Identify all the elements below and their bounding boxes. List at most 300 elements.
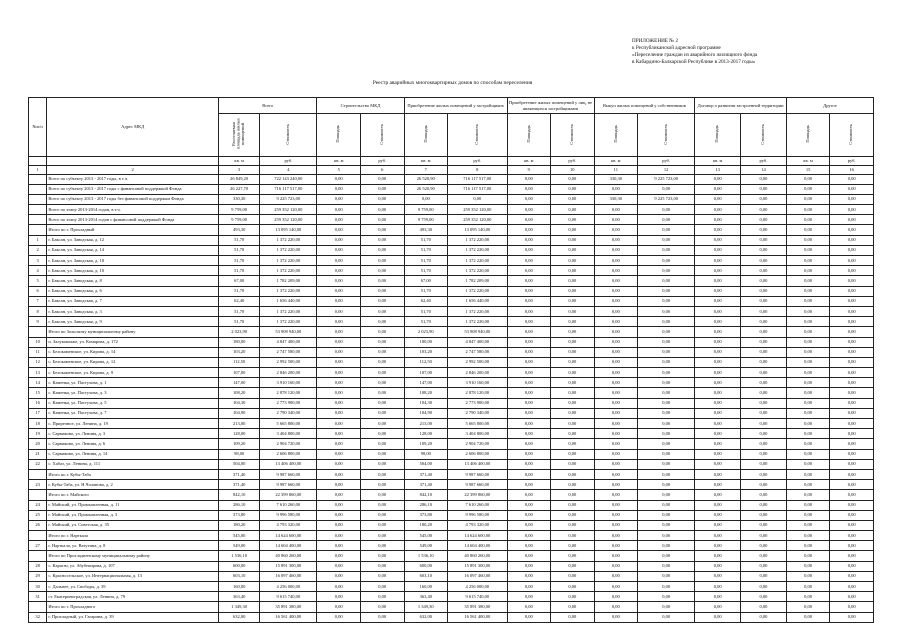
value-cell: 67,00: [404, 276, 448, 286]
row-number-cell: 21: [29, 449, 47, 459]
row-number-cell: 27: [29, 541, 47, 551]
value-cell: 0,00: [507, 602, 551, 612]
table-row: [29, 235, 874, 245]
value-cell: 0,00: [360, 469, 404, 479]
value-cell: 0,00: [786, 266, 830, 276]
column-numbers-row: [29, 165, 874, 174]
value-cell: 2 023,90: [404, 327, 448, 337]
column-number-cell: 1: [29, 165, 47, 174]
value-cell: 504,00: [219, 459, 260, 469]
value-cell: 0,00: [786, 347, 830, 357]
table-row: [29, 327, 874, 337]
value-cell: 160,00: [404, 582, 448, 592]
value-cell: 0,00: [317, 184, 361, 194]
value-cell: 53 908 940,00: [260, 327, 317, 337]
value-cell: 0,00: [786, 235, 830, 245]
value-cell: 0,00: [594, 286, 638, 296]
value-cell: 14 624 600,00: [260, 531, 317, 541]
value-cell: 0,00: [741, 429, 787, 439]
value-cell: 2 992 500,00: [448, 357, 508, 367]
value-cell: 0,00: [551, 337, 595, 347]
value-cell: 0,00: [594, 215, 638, 225]
address-cell: Всего по этапу 2013-2014 годов с финансовой поддержкой Фонда: [47, 215, 219, 225]
value-cell: 0,00: [551, 541, 595, 551]
subheader-cost: Стоимость: [448, 114, 508, 157]
value-cell: 0,00: [360, 245, 404, 255]
value-cell: 4 793 320,00: [260, 520, 317, 530]
table-row: [29, 510, 874, 520]
row-number-cell: 6: [29, 286, 47, 296]
value-cell: 842,10: [219, 490, 260, 500]
value-cell: 0,00: [695, 327, 741, 337]
value-cell: 98,00: [219, 449, 260, 459]
value-cell: 0,00: [507, 245, 551, 255]
value-cell: 722 143 240,00: [260, 174, 317, 184]
value-cell: 0,00: [830, 378, 874, 388]
value-cell: 0,00: [360, 357, 404, 367]
address-cell: с. Приречное, ул. Ленина, д. 19: [47, 419, 219, 429]
value-cell: 0,00: [317, 510, 361, 520]
value-cell: 0,00: [594, 398, 638, 408]
value-cell: 0,00: [786, 398, 830, 408]
value-cell: 0,00: [830, 184, 874, 194]
value-cell: 0,00: [786, 500, 830, 510]
value-cell: 4 847 400,00: [260, 337, 317, 347]
value-cell: 0,00: [786, 449, 830, 459]
value-cell: 22 399 860,00: [260, 490, 317, 500]
value-cell: 0,00: [638, 439, 695, 449]
address-cell: г. Прохладный, ул. Гагарина, д. 39: [47, 612, 219, 622]
value-cell: 0,00: [695, 419, 741, 429]
value-cell: 493,30: [404, 225, 448, 235]
value-cell: 0,00: [741, 337, 787, 347]
address-cell: ст. Екатериноградская, ул. Ленина, д. 79: [47, 592, 219, 602]
value-cell: 0,00: [594, 357, 638, 367]
subheader-cost: Стоимость: [551, 114, 595, 157]
value-cell: 0,00: [830, 541, 874, 551]
value-cell: 0,00: [507, 490, 551, 500]
value-cell: 0,00: [695, 459, 741, 469]
value-cell: 9 225 723,00: [260, 194, 317, 204]
value-cell: 0,00: [830, 306, 874, 316]
value-cell: 0,00: [695, 215, 741, 225]
value-cell: 0,00: [830, 368, 874, 378]
value-cell: 0,00: [317, 541, 361, 551]
value-cell: 35 891 380,00: [448, 602, 508, 612]
address-cell: с. Каменка, ул. Пастухова, д. 3: [47, 388, 219, 398]
row-number-cell: [29, 327, 47, 337]
value-cell: 9 759,00: [219, 215, 260, 225]
value-cell: 0,00: [360, 194, 404, 204]
table-row: [29, 419, 874, 429]
value-cell: 0,00: [594, 612, 638, 622]
value-cell: 3 910 160,00: [260, 378, 317, 388]
value-cell: 0,00: [317, 459, 361, 469]
value-cell: 0,00: [695, 337, 741, 347]
value-cell: 0,00: [360, 306, 404, 316]
value-cell: 0,00: [695, 256, 741, 266]
value-cell: 0,00: [638, 571, 695, 581]
value-cell: 0,00: [741, 419, 787, 429]
value-cell: 0,00: [830, 490, 874, 500]
value-cell: 0,00: [317, 520, 361, 530]
value-cell: 0,00: [741, 551, 787, 561]
value-cell: 1 536,10: [404, 551, 448, 561]
value-cell: 0,00: [507, 582, 551, 592]
value-cell: 0,00: [786, 296, 830, 306]
value-cell: 0,00: [741, 368, 787, 378]
value-cell: 0,00: [594, 327, 638, 337]
value-cell: 0,00: [830, 194, 874, 204]
value-cell: 26 849,20: [219, 174, 260, 184]
value-cell: 0,00: [695, 296, 741, 306]
header-redemption: Выкуп жилых помещений у собственников: [594, 98, 695, 114]
value-cell: 0,00: [695, 174, 741, 184]
value-cell: 0,00: [507, 592, 551, 602]
value-cell: 2 904 720,00: [260, 439, 317, 449]
value-cell: 0,00: [695, 541, 741, 551]
value-cell: 0,00: [317, 225, 361, 235]
value-cell: 0,00: [507, 541, 551, 551]
value-cell: 0,00: [695, 571, 741, 581]
value-cell: 2 790 340,00: [260, 408, 317, 418]
address-cell: г. Баксан, ул. Заводская, д. 18: [47, 256, 219, 266]
row-number-cell: [29, 551, 47, 561]
value-cell: 0,00: [360, 459, 404, 469]
value-cell: 0,00: [551, 480, 595, 490]
value-cell: 0,00: [638, 419, 695, 429]
value-cell: 0,00: [551, 306, 595, 316]
value-cell: 0,00: [830, 174, 874, 184]
value-cell: 0,00: [551, 398, 595, 408]
value-cell: 0,00: [638, 225, 695, 235]
value-cell: 0,00: [741, 306, 787, 316]
value-cell: 603,10: [219, 571, 260, 581]
value-cell: 103,20: [219, 347, 260, 357]
table-row: [29, 551, 874, 561]
value-cell: 2 790 340,00: [448, 408, 508, 418]
value-cell: 0,00: [551, 327, 595, 337]
subheader-area: Площадь: [594, 114, 638, 157]
value-cell: 0,00: [317, 419, 361, 429]
value-cell: 180,20: [404, 520, 448, 530]
value-cell: 0,00: [695, 592, 741, 602]
value-cell: 9 615 740,00: [448, 592, 508, 602]
value-cell: 0,00: [551, 296, 595, 306]
value-cell: 0,00: [360, 561, 404, 571]
table-row: [29, 194, 874, 204]
value-cell: 0,00: [507, 510, 551, 520]
value-cell: 0,00: [638, 266, 695, 276]
address-cell: Всего по субъекту 2013 - 2017 годы с финансовой поддержкой Фонда: [47, 184, 219, 194]
value-cell: 104,30: [219, 398, 260, 408]
subheader-area: Площадь: [404, 114, 448, 157]
row-number-cell: [29, 194, 47, 204]
value-cell: 0,00: [638, 551, 695, 561]
value-cell: 51,70: [219, 256, 260, 266]
value-cell: 0,00: [638, 500, 695, 510]
value-cell: 2 992 500,00: [260, 357, 317, 367]
value-cell: 0,00: [638, 286, 695, 296]
value-cell: 0,00: [317, 582, 361, 592]
value-cell: 0,00: [360, 429, 404, 439]
subheader-cost: Стоимость: [638, 114, 695, 157]
subheader-area: Расселяемая площадь жилых помещений: [219, 114, 260, 157]
value-cell: 0,00: [741, 571, 787, 581]
value-cell: 0,00: [551, 602, 595, 612]
value-cell: 0,00: [360, 174, 404, 184]
value-cell: 2 904 720,00: [448, 439, 508, 449]
value-cell: 0,00: [638, 256, 695, 266]
value-cell: 51,70: [404, 317, 448, 327]
value-cell: 0,00: [360, 408, 404, 418]
value-cell: 0,00: [638, 388, 695, 398]
value-cell: 0,00: [360, 296, 404, 306]
value-cell: 0,00: [830, 408, 874, 418]
value-cell: 0,00: [551, 266, 595, 276]
address-cell: г. Баксан, ул. Заводская, д. 8: [47, 276, 219, 286]
value-cell: 0,00: [594, 459, 638, 469]
value-cell: 0,00: [741, 561, 787, 571]
value-cell: 363,40: [404, 592, 448, 602]
value-cell: 112,50: [219, 357, 260, 367]
unit-cell: руб.: [638, 156, 695, 165]
table-row: [29, 469, 874, 479]
value-cell: 0,00: [741, 357, 787, 367]
value-cell: 0,00: [638, 347, 695, 357]
value-cell: 0,00: [360, 368, 404, 378]
value-cell: 0,00: [638, 327, 695, 337]
value-cell: 0,00: [507, 520, 551, 530]
value-cell: 0,00: [741, 408, 787, 418]
value-cell: 0,00: [594, 592, 638, 602]
value-cell: 2 747 580,00: [260, 347, 317, 357]
value-cell: 0,00: [448, 194, 508, 204]
value-cell: 0,00: [830, 592, 874, 602]
row-number-cell: 16: [29, 398, 47, 408]
row-number-cell: 12: [29, 357, 47, 367]
value-cell: 0,00: [830, 449, 874, 459]
table-row: [29, 256, 874, 266]
row-number-cell: 28: [29, 561, 47, 571]
value-cell: 0,00: [551, 357, 595, 367]
value-cell: 0,00: [830, 276, 874, 286]
value-cell: 0,00: [786, 592, 830, 602]
address-cell: с. Красносельское, ул. Интернациональная, д. 13: [47, 571, 219, 581]
value-cell: 107,00: [219, 368, 260, 378]
value-cell: 0,00: [507, 174, 551, 184]
row-number-cell: 26: [29, 520, 47, 530]
value-cell: 0,00: [551, 368, 595, 378]
table-row: [29, 266, 874, 276]
value-cell: 259 352 120,00: [448, 215, 508, 225]
row-number-cell: [29, 174, 47, 184]
table-row: [29, 571, 874, 581]
value-cell: 0,00: [786, 194, 830, 204]
value-cell: 51,70: [219, 306, 260, 316]
value-cell: 373,80: [219, 510, 260, 520]
value-cell: 0,00: [695, 266, 741, 276]
value-cell: 0,00: [830, 500, 874, 510]
value-cell: 4 793 320,00: [448, 520, 508, 530]
value-cell: 0,00: [317, 296, 361, 306]
value-cell: 51,70: [219, 266, 260, 276]
value-cell: 0,00: [507, 480, 551, 490]
value-cell: 16 561 400,00: [448, 612, 508, 622]
value-cell: 0,00: [594, 225, 638, 235]
value-cell: 0,00: [360, 531, 404, 541]
value-cell: 0,00: [317, 500, 361, 510]
row-number-cell: 14: [29, 378, 47, 388]
subheader-area: Площадь: [317, 114, 361, 157]
table-row: [29, 500, 874, 510]
value-cell: 0,00: [360, 205, 404, 215]
value-cell: 0,00: [317, 215, 361, 225]
value-cell: 0,00: [741, 602, 787, 612]
value-cell: 0,00: [741, 510, 787, 520]
value-cell: 0,00: [638, 245, 695, 255]
column-number-cell: 4: [260, 165, 317, 174]
row-number-cell: 9: [29, 317, 47, 327]
value-cell: 9 225 723,00: [638, 194, 695, 204]
value-cell: 0,00: [507, 317, 551, 327]
value-cell: 1 656 440,00: [448, 296, 508, 306]
table-row: [29, 225, 874, 235]
value-cell: 0,00: [786, 520, 830, 530]
value-cell: 0,00: [638, 337, 695, 347]
value-cell: 2 606 800,00: [260, 449, 317, 459]
value-cell: 26 520,90: [404, 184, 448, 194]
value-cell: 109,20: [219, 439, 260, 449]
subheader-area: Площадь: [507, 114, 551, 157]
value-cell: 0,00: [551, 459, 595, 469]
value-cell: 0,00: [317, 256, 361, 266]
value-cell: 0,00: [695, 388, 741, 398]
value-cell: 0,00: [507, 215, 551, 225]
value-cell: 0,00: [638, 296, 695, 306]
value-cell: 0,00: [695, 551, 741, 561]
value-cell: 0,00: [594, 561, 638, 571]
value-cell: 1 372 220,00: [260, 266, 317, 276]
value-cell: 0,00: [741, 469, 787, 479]
value-cell: 0,00: [317, 378, 361, 388]
value-cell: 0,00: [741, 194, 787, 204]
value-cell: 180,00: [219, 337, 260, 347]
value-cell: 0,00: [594, 449, 638, 459]
value-cell: 0,00: [638, 449, 695, 459]
value-cell: 0,00: [830, 531, 874, 541]
value-cell: 0,00: [594, 256, 638, 266]
value-cell: 0,00: [786, 459, 830, 469]
value-cell: 0,00: [695, 194, 741, 204]
value-cell: 0,00: [695, 520, 741, 530]
value-cell: 51,70: [219, 317, 260, 327]
header-acq-nondev: Приобретение жилых помещений у лиц, не являющихся застройщиками: [507, 98, 594, 114]
value-cell: 0,00: [741, 296, 787, 306]
value-cell: 0,00: [830, 520, 874, 530]
value-cell: 108,20: [219, 388, 260, 398]
value-cell: 0,00: [741, 531, 787, 541]
value-cell: 371,40: [404, 469, 448, 479]
value-cell: 1 372 220,00: [448, 266, 508, 276]
value-cell: 35 891 380,00: [260, 602, 317, 612]
value-cell: 4 256 000,00: [260, 582, 317, 592]
value-cell: 0,00: [594, 480, 638, 490]
value-cell: 0,00: [594, 571, 638, 581]
value-cell: 51,70: [219, 235, 260, 245]
row-number-cell: 5: [29, 276, 47, 286]
value-cell: 104,30: [404, 398, 448, 408]
value-cell: 0,00: [551, 174, 595, 184]
value-cell: 0,00: [507, 429, 551, 439]
column-number-cell: 10: [551, 165, 595, 174]
row-number-cell: [29, 490, 47, 500]
table-row: [29, 347, 874, 357]
unit-cell: руб.: [360, 156, 404, 165]
row-number-cell: 7: [29, 296, 47, 306]
address-cell: с. Дальнее, ул. Свободы, д. 39: [47, 582, 219, 592]
value-cell: 3 404 800,00: [448, 429, 508, 439]
value-cell: 0,00: [507, 551, 551, 561]
value-cell: 504,00: [404, 459, 448, 469]
value-cell: 0,00: [830, 317, 874, 327]
value-cell: 2 878 120,00: [448, 388, 508, 398]
value-cell: 0,00: [830, 347, 874, 357]
row-number-cell: [29, 469, 47, 479]
value-cell: 51,70: [404, 235, 448, 245]
value-cell: 632,00: [404, 612, 448, 622]
value-cell: 0,00: [551, 571, 595, 581]
value-cell: 0,00: [507, 327, 551, 337]
value-cell: 0,00: [638, 602, 695, 612]
value-cell: 0,00: [786, 327, 830, 337]
value-cell: 9 996 580,00: [260, 510, 317, 520]
value-cell: 14 604 400,00: [260, 541, 317, 551]
value-cell: 0,00: [786, 368, 830, 378]
value-cell: 0,00: [695, 561, 741, 571]
value-cell: 0,00: [317, 174, 361, 184]
value-cell: 0,00: [786, 490, 830, 500]
value-cell: 0,00: [317, 306, 361, 316]
value-cell: 0,00: [594, 276, 638, 286]
value-cell: 1 372 220,00: [260, 306, 317, 316]
value-cell: 0,00: [786, 306, 830, 316]
value-cell: 26 227,70: [219, 184, 260, 194]
value-cell: 0,00: [638, 184, 695, 194]
value-cell: 0,00: [594, 439, 638, 449]
value-cell: 0,00: [507, 408, 551, 418]
value-cell: 0,00: [786, 256, 830, 266]
address-cell: г. Майский, ул. Промышленная, д. 3: [47, 510, 219, 520]
value-cell: 0,00: [695, 368, 741, 378]
value-cell: 0,00: [317, 602, 361, 612]
value-cell: 0,00: [551, 205, 595, 215]
value-cell: 0,00: [830, 245, 874, 255]
row-number-cell: 11: [29, 347, 47, 357]
value-cell: 0,00: [786, 561, 830, 571]
row-number-cell: 22: [29, 459, 47, 469]
value-cell: 0,00: [786, 439, 830, 449]
value-cell: 5 665 800,00: [260, 419, 317, 429]
header-acq-dev: Приобретение жилых помещений у застройщиков: [404, 98, 507, 114]
value-cell: 0,00: [551, 194, 595, 204]
value-cell: 0,00: [507, 225, 551, 235]
value-cell: 67,00: [219, 276, 260, 286]
value-cell: 0,00: [594, 378, 638, 388]
value-cell: 0,00: [317, 612, 361, 622]
address-cell: с. Каменка, ул. Пастухова, д. 1: [47, 378, 219, 388]
value-cell: 0,00: [786, 317, 830, 327]
